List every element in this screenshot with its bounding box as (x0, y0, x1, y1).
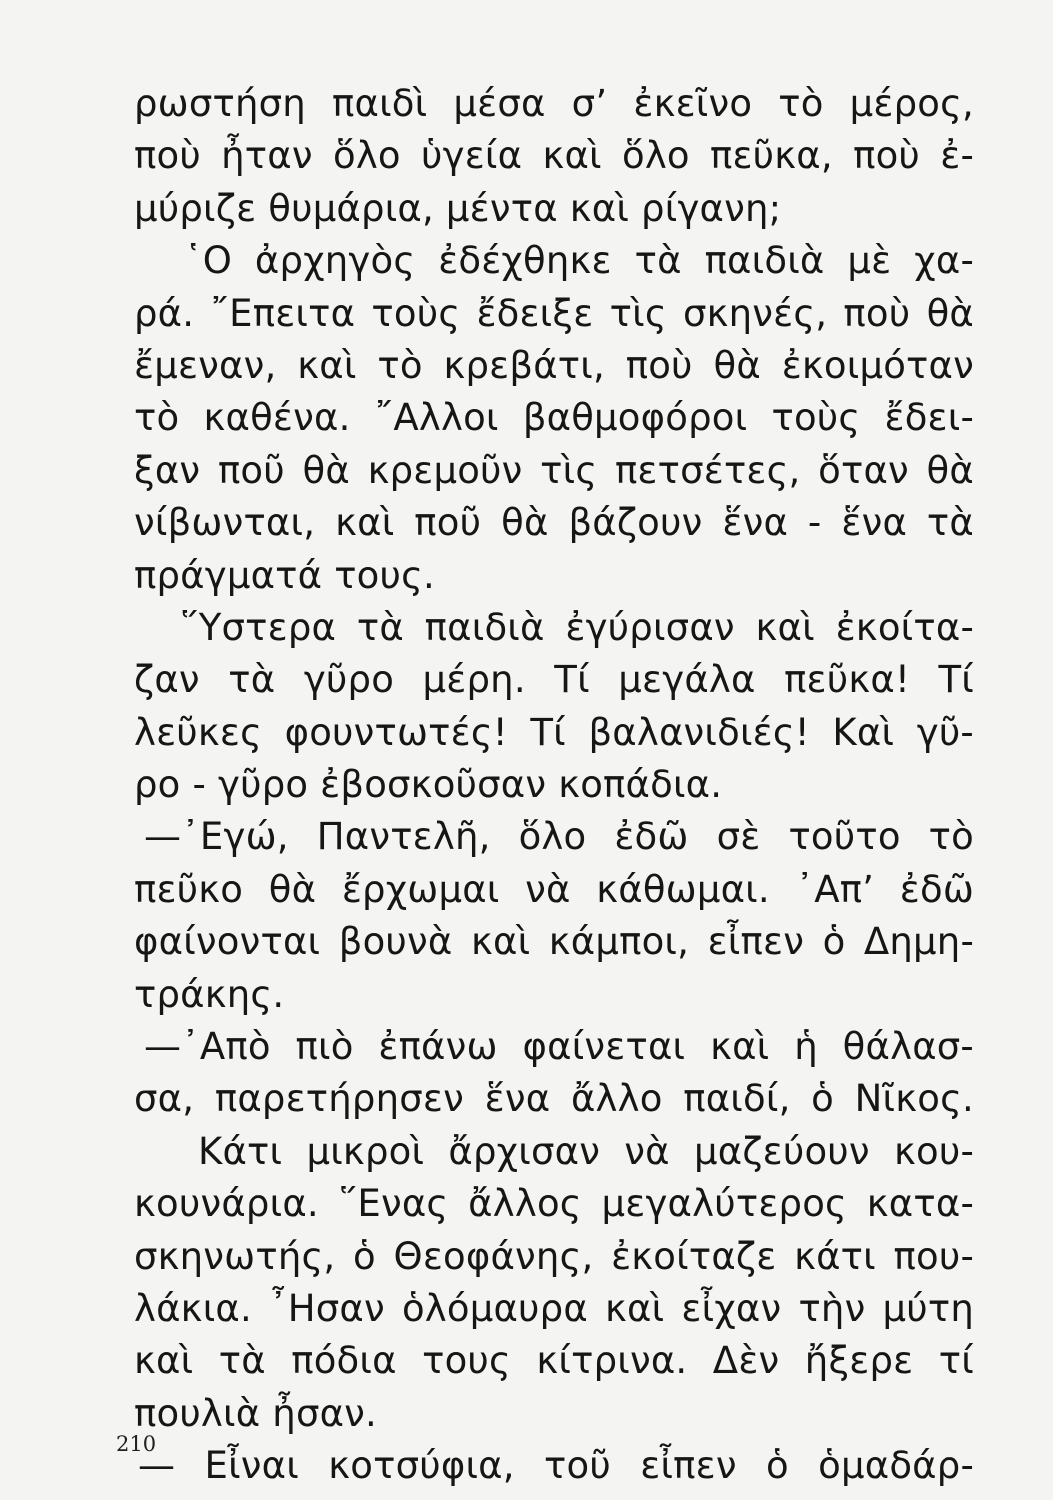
text-line: πεῦκο θὰ ἔρχωμαι νὰ κάθωμαι. ᾿Απ’ ἐδῶ (134, 867, 974, 911)
text-line: λάκια. ῏Ησαν ὁλόμαυρα καὶ εἶχαν τὴν μύτη (134, 1286, 974, 1330)
text-line: ξαν ποῦ θὰ κρεμοῦν τὶς πετσέτες, ὅταν θὰ (134, 448, 974, 492)
text-line: πουλιὰ ἦσαν. (134, 1391, 378, 1435)
text-line: ρο - γῦρο ἐβοσκοῦσαν κοπάδια. (134, 763, 723, 807)
text-line: Κάτι μικροὶ ἄρχισαν νὰ μαζεύουν κου- (198, 1129, 974, 1173)
page-number: 210 (116, 1432, 157, 1456)
text-line: ἔμεναν, καὶ τὸ κρεβάτι, ποὺ θὰ ἐκοιμόταν (134, 343, 974, 387)
text-line: τράκης. (134, 972, 285, 1016)
text-line: σκηνωτής, ὁ Θεοφάνης, ἐκοίταζε κάτι που- (134, 1234, 974, 1278)
text-line: σα, παρετήρησεν ἕνα ἄλλο παιδί, ὁ Νῖκος. (134, 1077, 974, 1121)
text-line: —᾿Απὸ πιὸ ἐπάνω φαίνεται καὶ ἡ θάλασ- (144, 1025, 974, 1069)
text-line: ῾Ο ἀρχηγὸς ἐδέχθηκε τὰ παιδιὰ μὲ χα- (184, 239, 974, 283)
text-line: πράγματά τους. (134, 553, 436, 597)
text-line: ρά. ῎Επειτα τοὺς ἔδειξε τὶς σκηνές, ποὺ θὰ (134, 291, 974, 335)
text-line: ποὺ ἦταν ὅλο ὑγεία καὶ ὅλο πεῦκα, ποὺ ἐ- (134, 134, 974, 178)
text-line: νίβωνται, καὶ ποῦ θὰ βάζουν ἕνα - ἕνα τὰ (134, 501, 974, 545)
text-line: φαίνονται βουνὰ καὶ κάμποι, εἶπεν ὁ Δημη- (134, 920, 974, 964)
text-line: κουνάρια. ῞Ενας ἄλλος μεγαλύτερος κατα- (134, 1182, 974, 1226)
text-line: καὶ τὰ πόδια τους κίτρινα. Δὲν ἤξερε τί (134, 1339, 974, 1383)
text-line: λεῦκες φουντωτές! Τί βαλανιδιές! Καὶ γῦ- (134, 710, 974, 754)
text-line: — Εἶναι κοτσύφια, τοῦ εἶπεν ὁ ὁμαδάρ- (138, 1444, 974, 1488)
text-line: ῞Υστερα τὰ παιδιὰ ἐγύρισαν καὶ ἐκοίτα- (180, 605, 974, 649)
text-line: ρωστήση παιδὶ μέσα σ’ ἐκεῖνο τὸ μέρος, (134, 82, 974, 125)
text-line: μύριζε θυμάρια, μέντα καὶ ρίγανη; (134, 186, 782, 230)
text-line: —᾿Εγώ, Παντελῆ, ὅλο ἐδῶ σὲ τοῦτο τὸ (144, 815, 974, 859)
text-line: τὸ καθένα. ῎Αλλοι βαθμοφόροι τοὺς ἔδει- (134, 396, 974, 440)
text-line: ζαν τὰ γῦρο μέρη. Τί μεγάλα πεῦκα! Τί (134, 658, 974, 702)
body-text (134, 78, 974, 1493)
